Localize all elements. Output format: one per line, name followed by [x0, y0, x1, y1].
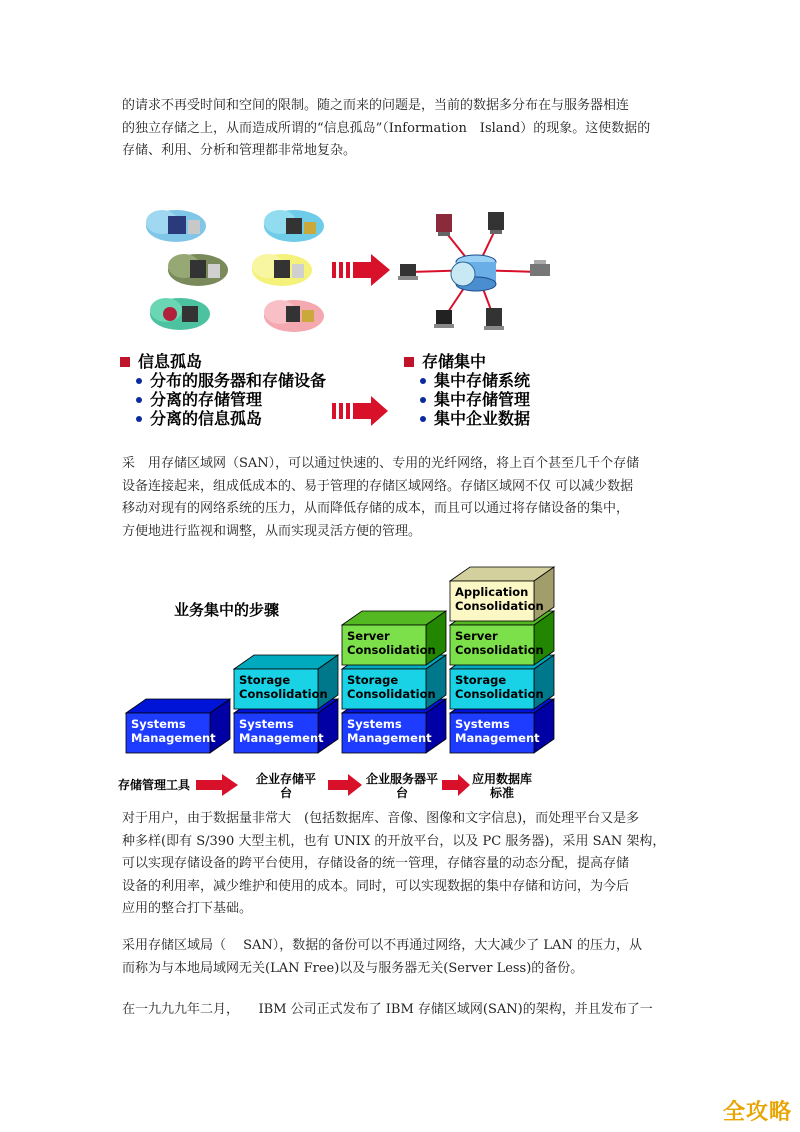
block-label: Application — [455, 585, 529, 599]
paragraph-2 — [122, 453, 682, 543]
block-label: Consolidation — [347, 643, 436, 657]
legend-item: 集中存储系统 — [404, 371, 530, 390]
step-label: 企业存储平台 — [255, 772, 316, 800]
figure-title: 业务集中的步骤 — [174, 601, 280, 619]
block-label: Consolidation — [455, 687, 544, 701]
dot-bullet-icon — [136, 416, 142, 422]
dot-bullet-icon — [420, 416, 426, 422]
text-line: 设备连接起来，组成低成本的、易于管理的存储区域网络。存储区域网不仅 可以减少数据 — [122, 478, 634, 494]
block-label: Server — [347, 629, 390, 643]
square-bullet-icon — [404, 357, 414, 367]
step-arrows — [118, 771, 568, 801]
arrow-right-icon — [442, 774, 470, 796]
paragraph-3 — [122, 808, 682, 921]
text-line: 方便地进行监视和调整，从而实现灵活方便的管理。 — [122, 523, 422, 539]
cloud-icon — [150, 298, 210, 330]
arrow-right-icon — [332, 254, 390, 286]
arrow-right-icon — [328, 774, 362, 796]
text-line: 设备的利用率，减少维护和使用的成本。同时，可以实现数据的集中存储和访问，为今后 — [122, 878, 630, 894]
server-icon — [488, 212, 504, 234]
legend-item: 集中存储管理 — [404, 390, 530, 409]
text-line: 的独立存储之上，从而造成所谓的“信息孤岛”（Information Island）的现象。这使数据的 — [122, 120, 651, 136]
block-label: Management — [239, 731, 324, 745]
legend-storage-centralization — [404, 352, 530, 428]
storage-hub-icon — [410, 228, 538, 318]
block-label: Consolidation — [455, 643, 544, 657]
text-line: 存储、利用、分析和管理都非常地复杂。 — [122, 143, 357, 158]
legend-item: 集中企业数据 — [404, 409, 530, 428]
block-server-consolidation — [342, 611, 446, 665]
watermark-logo: 全攻略 — [722, 1100, 792, 1125]
block-label: Storage — [347, 673, 399, 687]
text-line: 而称为与本地局域网无关(LAN Free)以及与服务器无关(Server Less)的备份。 — [122, 960, 584, 976]
arrow-right-icon — [196, 774, 238, 796]
server-icon — [484, 308, 504, 330]
step-label: 存储管理工具 — [118, 778, 191, 792]
arrow-right-icon — [330, 396, 390, 426]
legend-heading: 存储集中 — [404, 352, 530, 371]
paragraph-4 — [122, 935, 682, 980]
block-label: Management — [455, 731, 540, 745]
block-systems-management — [126, 699, 230, 753]
legend-item: 分布的服务器和存储设备 — [120, 371, 326, 390]
figure-consolidation-steps — [118, 565, 568, 800]
block-label: Management — [131, 731, 216, 745]
paragraph-5 — [122, 999, 682, 1022]
legend-information-island — [120, 352, 326, 428]
block-label: Consolidation — [239, 687, 328, 701]
cloud-icon — [146, 210, 206, 242]
step-label: 企业服务器平台 — [365, 772, 438, 800]
block-label: Server — [455, 629, 498, 643]
text-line: 可以实现存储设备的跨平台使用，存储设备的统一管理，存储容量的动态分配，提高存储 — [122, 856, 630, 871]
figure-1-diagram — [118, 200, 568, 340]
text-line: 移动对现有的网络系统的压力，从而降低存储的成本，而且可以通过将存储设备的集中， — [122, 501, 630, 516]
block-label: Systems — [131, 717, 186, 731]
text-line: 在一九九九年二月， IBM 公司正式发布了 IBM 存储区域网(SAN)的架构，并且发布了一 — [122, 1002, 653, 1017]
dot-bullet-icon — [136, 378, 142, 384]
block-label: Systems — [347, 717, 402, 731]
block-storage-consolidation — [234, 655, 338, 709]
block-label: Systems — [455, 717, 510, 731]
cloud-icon — [168, 254, 228, 286]
block-label: Storage — [455, 673, 507, 687]
steps-diagram — [118, 565, 568, 765]
text-line: 对于用户，由于数据量非常大 (包括数据库、音像、图像和文字信息)，而处理平台又是多 — [122, 811, 640, 826]
text-line: 采用存储区域局（ SAN），数据的备份可以不再通过网络，大大减少了 LAN 的压力，从 — [122, 938, 642, 953]
server-icon — [436, 214, 452, 236]
text-line: 应用的整合打下基础。 — [122, 901, 253, 916]
square-bullet-icon — [120, 357, 130, 367]
block-label: Systems — [239, 717, 294, 731]
dot-bullet-icon — [136, 397, 142, 403]
figure-storage-centralization — [118, 200, 568, 428]
block-application-consolidation — [450, 567, 554, 621]
step-label: 应用数据库标准 — [471, 772, 532, 800]
legend-item: 分离的信息孤岛 — [120, 409, 326, 428]
text-line: 种多样(即有 S/390 大型主机，也有 UNIX 的开放平台，以及 PC 服务器)，采用 SAN 架构， — [122, 833, 666, 849]
printer-icon — [530, 260, 550, 276]
paragraph-1 — [122, 95, 682, 163]
block-label: Management — [347, 731, 432, 745]
computer-icon — [398, 264, 418, 280]
legend-heading: 信息孤岛 — [120, 352, 326, 371]
block-label: Consolidation — [455, 599, 544, 613]
dot-bullet-icon — [420, 378, 426, 384]
cloud-icon — [264, 300, 324, 332]
legend-item: 分离的存储管理 — [120, 390, 326, 409]
text-line: 的请求不再受时间和空间的限制。随之而来的问题是，当前的数据多分布在与服务器相连 — [122, 98, 630, 113]
computer-icon — [434, 310, 454, 328]
dot-bullet-icon — [420, 397, 426, 403]
text-line: 采 用存储区域网（SAN），可以通过快速的、专用的光纤网络，将上百个甚至几千个存储 — [122, 456, 640, 471]
block-label: Storage — [239, 673, 291, 687]
cloud-icon — [252, 254, 312, 286]
block-label: Consolidation — [347, 687, 436, 701]
cloud-icon — [264, 210, 324, 242]
